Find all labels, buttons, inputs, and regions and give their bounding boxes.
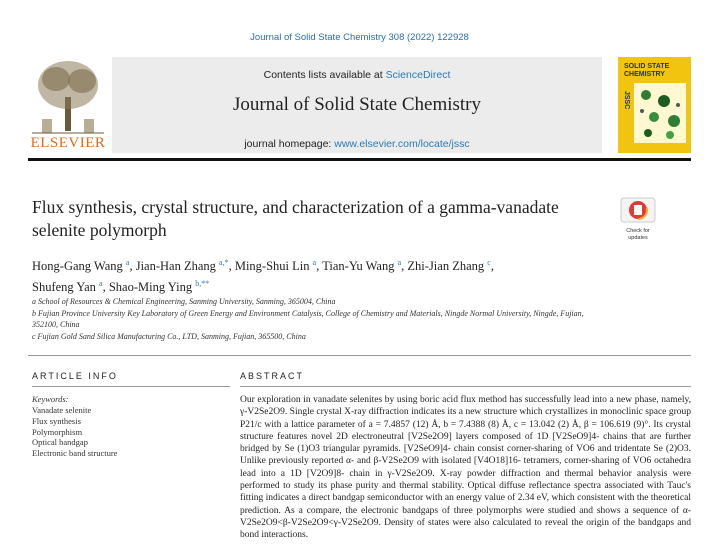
header-divider — [28, 158, 691, 161]
check-for-updates-badge[interactable] — [620, 197, 656, 241]
cover-side-label: JSSC — [623, 91, 630, 110]
affiliation-item: c Fujian Gold Sand Silica Manufacturing Co., LTD, Sanming, Fujian, 365500, China — [32, 331, 306, 341]
author[interactable]: Hong-Gang Wang $^a$, — [32, 258, 136, 274]
author[interactable]: Jian-Han Zhang $^{a,*}$, — [135, 258, 235, 274]
abstract-text: Our exploration in vanadate selenites by using boric acid flux method has successfully lead into a new phase, namely, γ-V2Se2O9. Single crystal X-ray diffraction indicates its a new structure which crystallizes in monoclinic space group P21/c with a lattice parameter of a = 7.4857 (12) Å, b = 7.4388 (8) Å, c = 13.042 (2) Å, β = 106.619 (9)°. Its crystal structure features novel 2D electroneutral [V2Se2O9] layers composed of 1D [V2SeO9]4- chains that are further bridged by Se (1)O3 triangular pyramids. [V2SeO9]4- chain consist corner-sharing of VO6 and tridentate Se (2)O3. Unlike previously reported α- and β-V2Se2O9 with isolated [V4O18]16- tetramers, corner-sharing of VO6 octahedra lead into a 1D [V2O9]8- chain in γ-V2Se2O9. X-ray powder diffraction and thermal behavior analysis were performed to study its phase purity and thermal stability. Optical diffuse reflectance spectra associated with Tauc's fitting indicates a direct bandgap semiconductor with an energy value of 2.34 eV, which consistent with the theoretical prediction. As a compare, the electronic bandgaps of three polymorphs were studied and shows a sequence of α-V2Se2O9<β-V2Se2O9<γ-V2Se2O9. Density of states were also calculated to reveal the origin of the bandgaps and bond interactions. — [240, 395, 691, 541]
paper-title: Flux synthesis, crystal structure, and characterization of a gamma-vanadate selenite polymorph — [32, 197, 559, 240]
author[interactable]: Ming-Shui Lin $^a$, — [234, 258, 323, 274]
keywords-heading: Keywords: — [32, 394, 69, 404]
keyword-item: Vanadate selenite — [32, 405, 92, 415]
author-affiliation-marker[interactable]: b,** — [195, 279, 210, 289]
author[interactable]: Shufeng Yan $^a$, — [32, 279, 109, 295]
affiliation-list — [32, 296, 592, 342]
author-list — [32, 254, 632, 296]
author[interactable]: Shao-Ming Ying $^{b,**}$ — [108, 279, 210, 295]
author-affiliation-marker[interactable]: a — [312, 258, 317, 267]
article-info-heading: ARTICLE INFO — [32, 371, 118, 381]
author-affiliation-marker[interactable]: a — [125, 258, 130, 267]
author-affiliation-marker[interactable]: c — [487, 258, 491, 267]
sciencedirect-link[interactable]: ScienceDirect — [385, 69, 451, 81]
author[interactable]: Zhi-Jian Zhang $^c$, — [407, 258, 494, 274]
article-info-rule — [32, 386, 230, 387]
keyword-item: Polymorphism — [32, 426, 83, 437]
author-affiliation-marker[interactable]: a — [397, 258, 402, 267]
author-affiliation-marker[interactable]: a — [99, 279, 103, 289]
journal-citation[interactable]: Journal of Solid State Chemistry 308 (2022) 122928 — [250, 32, 469, 43]
author[interactable]: Tian-Yu Wang $^a$, — [322, 258, 408, 274]
check-updates-line2: updates — [628, 234, 648, 241]
homepage-link[interactable]: www.elsevier.com/locate/jssc — [334, 138, 470, 150]
elsevier-logo[interactable] — [28, 57, 108, 154]
homepage-prefix: journal homepage: — [244, 138, 335, 150]
keyword-item: Optical bandgap — [32, 437, 88, 448]
contents-line — [112, 69, 602, 81]
cover-title — [624, 63, 669, 79]
cover-title-line2: CHEMISTRY — [624, 71, 665, 78]
abstract-rule — [240, 386, 691, 387]
keyword-list — [32, 405, 117, 459]
journal-title: Journal of Solid State Chemistry — [232, 94, 482, 115]
check-updates-icon — [620, 197, 656, 223]
check-updates-line1: Check for — [626, 228, 650, 234]
homepage-line — [112, 138, 602, 150]
publisher-wordmark: ELSEVIER — [30, 135, 106, 151]
cover-molecule-image — [634, 83, 686, 143]
contents-prefix: Contents lists available at — [263, 69, 386, 81]
affiliation-item: b Fujian Province University Key Laboratory of Green Energy and Environment Catalysis, College of Chemistry and Materials, Ningde Normal University, Ningde, Fujian, 352100, China — [32, 308, 584, 329]
keyword-item: Electronic band structure — [32, 448, 118, 459]
cover-title-line1: SOLID STATE — [624, 63, 670, 70]
abstract-heading: ABSTRACT — [240, 371, 305, 381]
affiliation-item: a School of Resources & Chemical Engineering, Sanming University, Sanming, 365004, China — [32, 297, 336, 306]
author-affiliation-marker[interactable]: a,* — [219, 258, 229, 267]
journal-cover[interactable] — [618, 57, 691, 153]
section-divider — [28, 355, 691, 356]
keyword-item: Flux synthesis — [32, 415, 81, 426]
